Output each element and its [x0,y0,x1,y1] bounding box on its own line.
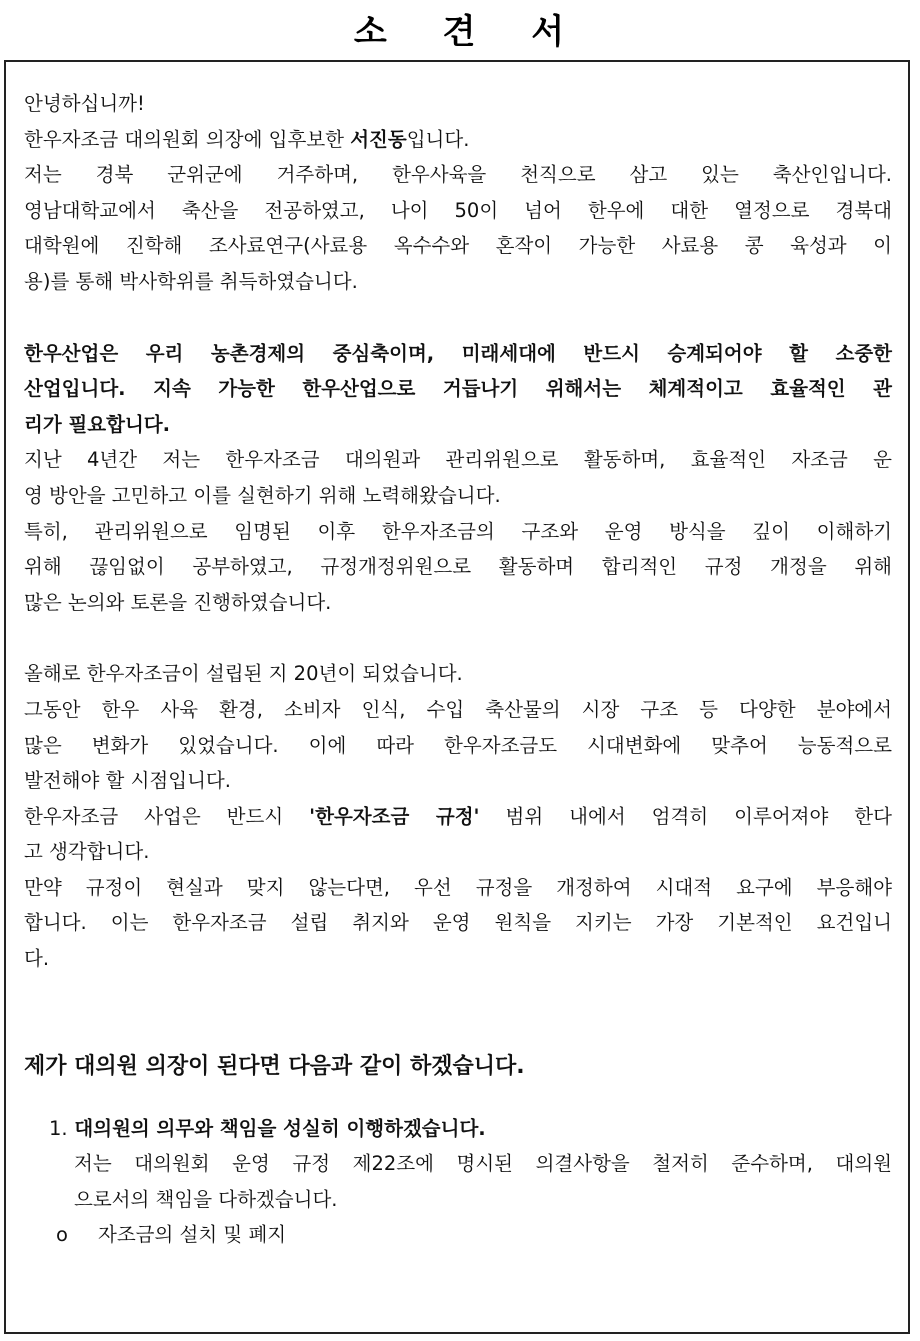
pledge-1-number: 1. [49,1116,68,1140]
activity-line-1: 지난 4년간 저는 한우자조금 대의원과 관리위원으로 활동하며, 효율적인 자조금 운 [24,448,892,472]
pledge-1-line-2: 으로서의 책임을 다하겠습니다. [74,1187,338,1211]
activity-line-2: 영 방안을 고민하고 이를 실현하기 위해 노력해왔습니다. [24,483,501,507]
pledge-heading: 제가 대의원 의장이 된다면 다음과 같이 하겠습니다. [24,1053,525,1079]
anniversary-line-5-lead: 한우자조금 사업은 반드시 [24,804,310,828]
emphasis-line-3: 리가 필요합니다. [24,412,171,436]
intro-line-2: 저는 경북 군위군에 거주하며, 한우사육을 천직으로 삼고 있는 축산인입니다. [24,163,892,187]
section-spacer [24,1087,892,1111]
emphasis-line-2: 산업입니다. 지속 가능한 한우산업으로 거듭나기 위해서는 체계적이고 효율적인 관 [24,377,892,401]
intro-line-1-lead: 한우자조금 대의원회 의장에 입후보한 [24,127,351,151]
pledge-1-line-1: 저는 대의원회 운영 규정 제22조에 명시된 의결사항을 철저히 준수하며, 대의원 [74,1152,892,1176]
anniversary-line-8: 합니다. 이는 한우자조금 설립 취지와 운영 원칙을 지키는 가장 기본적인 요건입니 [24,911,892,935]
intro-line-1-tail: 입니다. [406,127,470,151]
greeting-text: 안녕하십니까! [24,92,145,115]
regulation-name: '한우자조금 규정' [309,804,480,828]
anniversary-line-1: 올해로 한우자조금이 설립된 지 20년이 되었습니다. [24,662,463,686]
paragraph-spacer [24,300,892,336]
intro-line-5: 용)를 통해 박사학위를 취득하였습니다. [24,269,358,293]
document-body [24,86,892,1253]
activity-line-4: 위해 끊임없이 공부하였고, 규정개정위원으로 활동하며 합리적인 규정 개정을 위해 [24,555,892,579]
activity-line-3: 특히, 관리위원으로 임명된 이후 한우자조금의 구조와 운영 방식을 깊이 이해하기 [24,519,892,543]
intro-line-4: 대학원에 진학해 조사료연구(사료용 옥수수와 혼작이 가능한 사료용 콩 육성과 이 [24,234,892,258]
anniversary-line-5 [24,799,892,835]
intro-line-1 [24,122,892,158]
document-title: 소 견 서 [353,12,567,52]
pledge-1-title-text: 대의원의 의무와 책임을 성실히 이행하겠습니다. [74,1116,486,1140]
pledge-1-title [24,1111,892,1147]
emphasis-line-1: 한우산업은 우리 농촌경제의 중심축이며, 미래세대에 반드시 승계되어야 할 소중한 [24,341,892,365]
anniversary-line-9: 다. [24,947,50,971]
document-frame [4,60,910,1334]
candidate-name: 서진동 [350,127,407,151]
anniversary-line-4: 발전해야 할 시점입니다. [24,769,231,793]
bullet-circle-icon: o [56,1223,68,1247]
section-spacer [24,977,892,1047]
intro-line-3: 영남대학교에서 축산을 전공하였고, 나이 50이 넘어 한우에 대한 열정으로 경북대 [24,198,892,222]
anniversary-line-7: 만약 규정이 현실과 맞지 않는다면, 우선 규정을 개정하여 시대적 요구에 부응해야 [24,875,892,899]
anniversary-line-6: 고 생각합니다. [24,840,150,864]
pledge-1-bullet-1-text: 자조금의 설치 및 폐지 [98,1223,287,1247]
paragraph-spacer [24,620,892,656]
pledge-1-bullet-1 [24,1217,892,1253]
anniversary-line-2: 그동안 한우 사육 환경, 소비자 인식, 수입 축산물의 시장 구조 등 다양한 분야에서 [24,697,892,721]
activity-line-5: 많은 논의와 토론을 진행하였습니다. [24,590,332,614]
anniversary-line-3: 많은 변화가 있었습니다. 이에 따라 한우자조금도 시대변화에 맞추어 능동적으로 [24,733,892,757]
anniversary-line-5-tail: 범위 내에서 엄격히 이루어져야 한다 [479,804,892,828]
